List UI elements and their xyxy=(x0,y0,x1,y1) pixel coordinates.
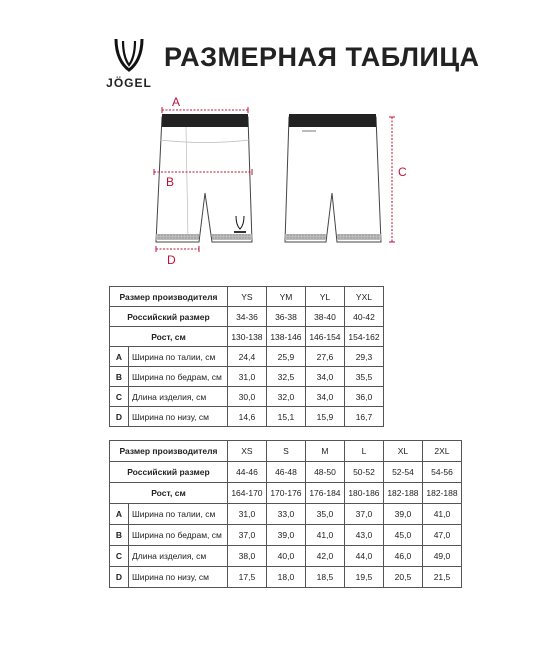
measure-letter: D xyxy=(110,407,129,427)
table-cell: 25,9 xyxy=(266,347,305,367)
brand-name: JÖGEL xyxy=(106,76,152,90)
dimension-label-b: B xyxy=(166,175,175,189)
table-cell: 41,0 xyxy=(422,504,461,525)
row-header: Размер производителя xyxy=(110,441,228,462)
table-cell: YXL xyxy=(344,287,383,307)
table-cell: 24,4 xyxy=(227,347,266,367)
table-cell: 33,0 xyxy=(266,504,305,525)
table-cell: 18,5 xyxy=(305,567,344,588)
table-cell: 170-176 xyxy=(266,483,305,504)
dimension-label-a: A xyxy=(172,95,181,109)
measure-row xyxy=(110,347,384,367)
russian-size-row xyxy=(110,462,462,483)
table-cell: 34,0 xyxy=(305,367,344,387)
table-cell: 50-52 xyxy=(344,462,383,483)
table-cell: 38-40 xyxy=(305,307,344,327)
row-header: Рост, см xyxy=(110,327,228,347)
table-cell: 21,5 xyxy=(422,567,461,588)
table-cell: 49,0 xyxy=(422,546,461,567)
measure-name: Ширина по бедрам, см xyxy=(129,525,228,546)
table-cell: 39,0 xyxy=(383,504,422,525)
table-cell: YS xyxy=(227,287,266,307)
measure-letter: D xyxy=(110,567,129,588)
table-cell: S xyxy=(266,441,305,462)
table-cell: 182-188 xyxy=(383,483,422,504)
measure-row xyxy=(110,546,462,567)
table-cell: 35,0 xyxy=(305,504,344,525)
table-cell: 176-184 xyxy=(305,483,344,504)
measure-row xyxy=(110,525,462,546)
table-cell: 54-56 xyxy=(422,462,461,483)
table-cell: 19,5 xyxy=(344,567,383,588)
size-table-adult xyxy=(109,440,462,588)
table-cell: 46,0 xyxy=(383,546,422,567)
table-cell: 37,0 xyxy=(344,504,383,525)
table-cell: 182-188 xyxy=(422,483,461,504)
table-cell: 18,0 xyxy=(266,567,305,588)
measure-name: Ширина по талии, см xyxy=(129,504,228,525)
measure-name: Ширина по низу, см xyxy=(129,407,228,427)
measure-letter: B xyxy=(110,525,129,546)
table-cell: 16,7 xyxy=(344,407,383,427)
measure-letter: A xyxy=(110,347,129,367)
header xyxy=(0,0,538,100)
table-cell: 20,5 xyxy=(383,567,422,588)
measure-row xyxy=(110,567,462,588)
table-cell: 48-50 xyxy=(305,462,344,483)
table-cell: 2XL xyxy=(422,441,461,462)
row-header: Размер производителя xyxy=(110,287,228,307)
header-row xyxy=(110,287,384,307)
table-cell: 39,0 xyxy=(266,525,305,546)
measure-row xyxy=(110,367,384,387)
table-cell: 45,0 xyxy=(383,525,422,546)
height-row xyxy=(110,483,462,504)
measure-row xyxy=(110,387,384,407)
dimension-label-c: C xyxy=(398,165,407,179)
table-cell: 36-38 xyxy=(266,307,305,327)
table-cell: 15,9 xyxy=(305,407,344,427)
table-cell: 154-162 xyxy=(344,327,383,347)
table-cell: 36,0 xyxy=(344,387,383,407)
measure-letter: C xyxy=(110,546,129,567)
measure-letter: A xyxy=(110,504,129,525)
table-cell: 40,0 xyxy=(266,546,305,567)
measure-name: Ширина по низу, см xyxy=(129,567,228,588)
measure-row xyxy=(110,407,384,427)
table-cell: YM xyxy=(266,287,305,307)
header-row xyxy=(110,441,462,462)
table-cell: L xyxy=(344,441,383,462)
table-cell: 44-46 xyxy=(227,462,266,483)
table-cell: 37,0 xyxy=(227,525,266,546)
table-cell: 14,6 xyxy=(227,407,266,427)
shorts-diagram xyxy=(140,90,420,270)
measure-name: Ширина по талии, см xyxy=(129,347,228,367)
table-cell: 180-186 xyxy=(344,483,383,504)
measure-letter: B xyxy=(110,367,129,387)
table-cell: 41,0 xyxy=(305,525,344,546)
table-cell: 27,6 xyxy=(305,347,344,367)
page-title: РАЗМЕРНАЯ ТАБЛИЦА xyxy=(164,42,480,72)
table-cell: M xyxy=(305,441,344,462)
shorts-back xyxy=(285,114,381,242)
measure-name: Длина изделия, см xyxy=(129,387,228,407)
measure-row xyxy=(110,504,462,525)
row-header: Российский размер xyxy=(110,462,228,483)
table-cell: YL xyxy=(305,287,344,307)
table-cell: 47,0 xyxy=(422,525,461,546)
table-cell: 42,0 xyxy=(305,546,344,567)
table-cell: 138-146 xyxy=(266,327,305,347)
table-cell: 38,0 xyxy=(227,546,266,567)
measure-name: Ширина по бедрам, см xyxy=(129,367,228,387)
row-header: Российский размер xyxy=(110,307,228,327)
table-cell: 17,5 xyxy=(227,567,266,588)
table-cell: 164-170 xyxy=(227,483,266,504)
table-cell: 35,5 xyxy=(344,367,383,387)
jogel-logo-icon xyxy=(113,37,145,73)
table-cell: 40-42 xyxy=(344,307,383,327)
height-row xyxy=(110,327,384,347)
table-cell: 44,0 xyxy=(344,546,383,567)
row-header: Рост, см xyxy=(110,483,228,504)
measure-name: Длина изделия, см xyxy=(129,546,228,567)
table-cell: 43,0 xyxy=(344,525,383,546)
table-cell: 46-48 xyxy=(266,462,305,483)
table-cell: 34,0 xyxy=(305,387,344,407)
russian-size-row xyxy=(110,307,384,327)
table-cell: 32,5 xyxy=(266,367,305,387)
table-cell: 30,0 xyxy=(227,387,266,407)
table-cell: 34-36 xyxy=(227,307,266,327)
table-cell: 31,0 xyxy=(227,367,266,387)
table-cell: 146-154 xyxy=(305,327,344,347)
table-cell: 130-138 xyxy=(227,327,266,347)
table-cell: 32,0 xyxy=(266,387,305,407)
measure-letter: C xyxy=(110,387,129,407)
dimension-label-d: D xyxy=(167,253,176,267)
table-cell: XS xyxy=(227,441,266,462)
table-cell: 52-54 xyxy=(383,462,422,483)
table-cell: 15,1 xyxy=(266,407,305,427)
table-cell: 31,0 xyxy=(227,504,266,525)
table-cell: XL xyxy=(383,441,422,462)
size-table-youth xyxy=(109,286,384,427)
table-cell: 29,3 xyxy=(344,347,383,367)
